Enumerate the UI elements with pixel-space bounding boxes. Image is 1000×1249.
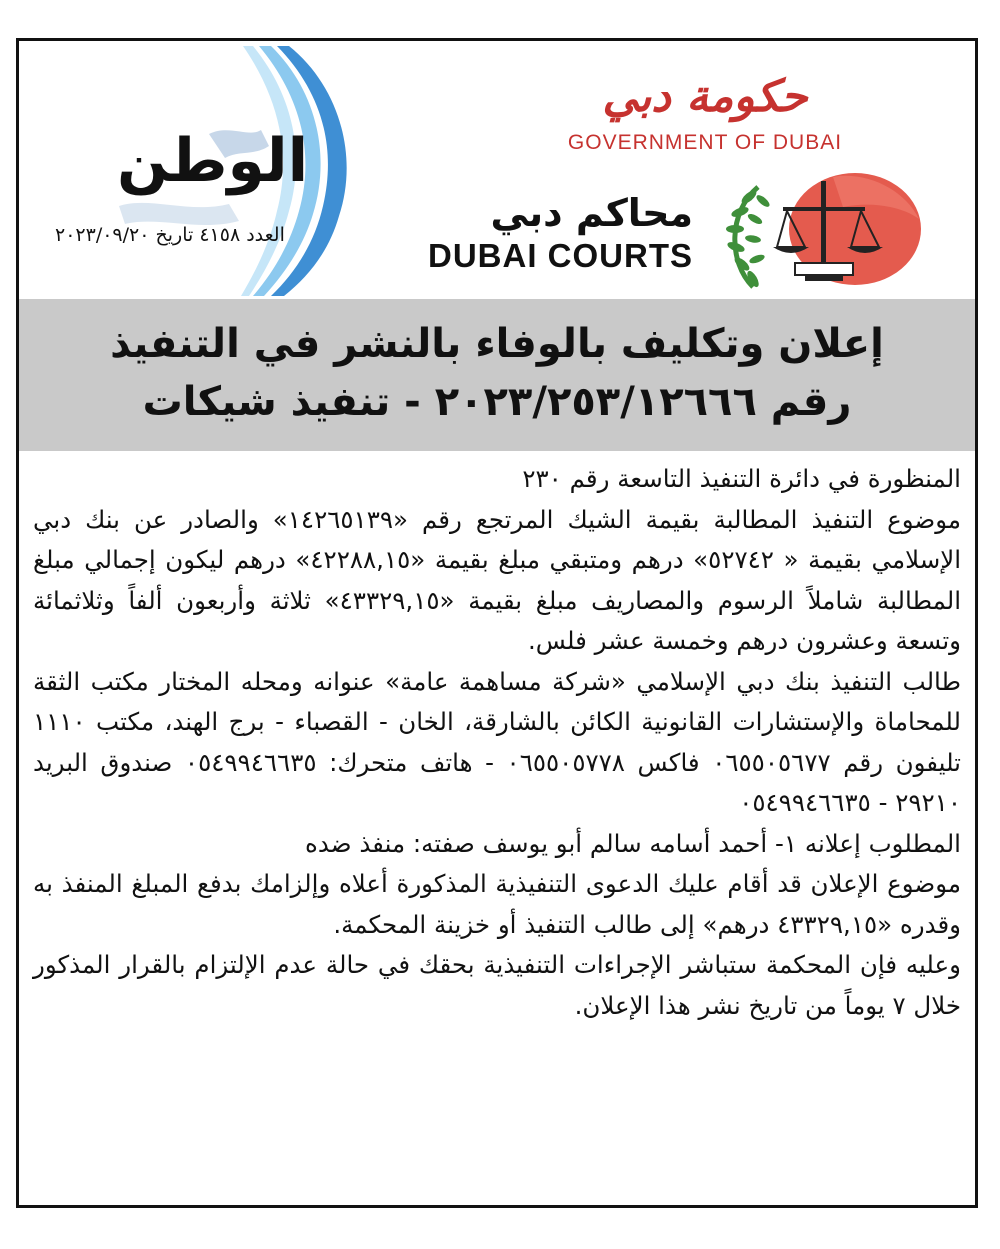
notice-frame bbox=[16, 38, 978, 1208]
government-english-text: GOVERNMENT OF DUBAI bbox=[567, 131, 843, 154]
dubai-courts-emblem bbox=[713, 167, 923, 297]
body-paragraph-warning: وعليه فإن المحكمة ستباشر الإجراءات التنفيذية بحقك في حالة عدم الإلتزام بالقرار المذكور خلال ٧ يوماً من تاريخ نشر هذا الإعلان. bbox=[33, 950, 961, 1020]
dubai-courts-english: DUBAI COURTS bbox=[428, 237, 693, 274]
issue-number-date: العدد ٤١٥٨ تاريخ ٢٠٢٣/٠٩/٢٠ bbox=[55, 224, 285, 246]
notice-header bbox=[19, 41, 975, 299]
body-paragraph-notice-subject: موضوع الإعلان قد أقام عليك الدعوى التنفيذية المذكورة أعلاه وإلزامك بدفع المبلغ المنفذ به وقدره «٤٣٣٢٩,١٥ درهم» إلى طالب التنفيذ أو خزينة المحكمة. bbox=[33, 869, 961, 939]
notice-title-line1: إعلان وتكليف بالوفاء بالنشر في التنفيذ bbox=[110, 321, 884, 367]
dubai-courts-emblem-icon bbox=[713, 167, 923, 297]
notice-title-band bbox=[19, 299, 975, 451]
government-arabic-text: حكومة دبي bbox=[602, 71, 808, 122]
body-paragraph-claimant: طالب التنفيذ بنك دبي الإسلامي «شركة مساهمة عامة» عنوانه ومحله المختار مكتب الثقة للمحاماة والإستشارات القانونية الكائن بالشارقة، الخان - القصباء - برج الهند، مكتب ١١١٠ تليفون رقم ٠٦٥٥٠٥٦٧٧ فاكس ٠٦٥٥٠٥٧٧٨ - هاتف متحرك: ٠٥٤٩٩٤٦٦٣٥ صندوق البريد ٢٩٢١٠ - ٠٥٤٩٩٤٦٦٣٥ bbox=[33, 666, 962, 817]
body-paragraph-subject: موضوع التنفيذ المطالبة بقيمة الشيك المرتجع رقم «١٤٢٦٥١٣٩» والصادر عن بنك دبي الإسلامي بقيمة « ٥٢٧٤٢» درهم ومتبقي مبلغ بقيمة «٤٢٢٨٨,١٥» درهم ليكون إجمالي مبلغ المطالبة شاملاً الرسوم والمصاريف مبلغ بقيمة «٤٣٣٢٩,١٥» ثلاثة وأربعون ألفاً وثلاثمائة وتسعة وعشرون درهم وخمسة عشر فلس. bbox=[33, 504, 962, 655]
notice-title-line2: رقم ٢٠٢٣/٢٥٣/١٢٦٦٦ - تنفيذ شيكات bbox=[142, 379, 852, 425]
government-of-dubai-logo bbox=[545, 69, 865, 155]
alwatan-logo bbox=[39, 46, 369, 296]
newspaper-name: الوطن bbox=[117, 126, 309, 196]
body-paragraph-circuit: المنظورة في دائرة التنفيذ التاسعة رقم ٢٣٠ bbox=[522, 464, 961, 493]
dubai-courts-arabic: محاكم دبي bbox=[490, 191, 693, 235]
notice-body bbox=[33, 459, 961, 1026]
body-paragraph-respondent: المطلوب إعلانه ١- أحمد أسامه سالم أبو يوسف صفته: منفذ ضده bbox=[305, 828, 961, 858]
